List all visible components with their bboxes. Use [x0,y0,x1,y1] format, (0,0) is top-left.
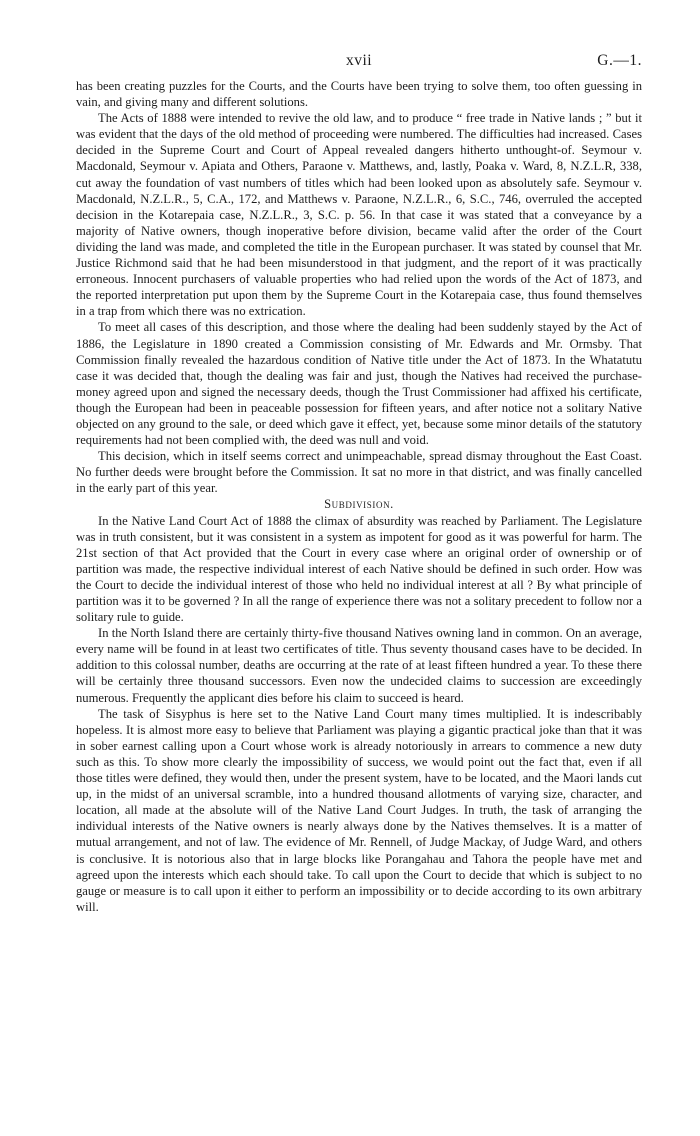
page-number: xvii [345,52,373,69]
body-text [76,78,642,915]
paragraph: To meet all cases of this description, and those where the dealing had been suddenly stayed by the Act of 1886, the Legislature in 1890 created a Commission consisting of Mr. Edwards and Mr. Ormsby. That Commission finally revealed the hazardous condition of Native title under the Act of 1873. In the Whatatutu case it was decided that, though the dealing was fair and just, though the Natives had received the purchase-money agreed upon and signed the necessary deeds, though the Trust Commissioner had affixed his certificate, though the European had been in peaceable possession for fifteen years, and after notice not a solitary Native objected on any ground to the sale, or deed which gave it effect, yet, because some minor details of the statutory requirements had not been complied with, the deed was null and void. [76,320,642,448]
paragraph: has been creating puzzles for the Courts, and the Courts have been trying to solve them, too often guessing in vain, and giving many and different solutions. [76,79,642,110]
paragraph: In the Native Land Court Act of 1888 the climax of absurdity was reached by Parliament. The Legislature was in truth consistent, but it was consistent in a system as impotent for good as it was powerful for harm. The 21st section of that Act provided that the Court in every case where an original order of ownership or of partition was made, the respective individual interest of each Native should be defined in such order. How was the Court to decide the individual interest of those who held no individual interest at all ? By what principle of partition was it to be governed ? In all the range of experience there was not a solitary precedent to follow nor a solitary rule to guide. [76,513,642,625]
paragraph: The Acts of 1888 were intended to revive the old law, and to produce “ free trade in Native lands ; ” but it was evident that the days of the old method of proceeding were numbered. The difficulties had increased. Cases decided in the Supreme Court and Court of Appeal revealed dangers hitherto unthought-of. Seymour v. Macdonald, Seymour v. Apiata and Others, Paraone v. Matthews, and, lastly, Poaka v. Ward, 8, N.Z.L.R, 338, cut away the foundation of vast numbers of titles which had been looked upon as absolutely safe. Seymour v. Macdonald, N.Z.L.R., 5, C.A., 172, and Matthews v. Paraone, N.Z.L.R., 6, S.C., 746, overruled the accepted decision in the Kotarepaia case, N.Z.L.R., 3, S.C. p. 56. In that case it was stated that a conveyance by a majority of Native owners, though inoperative before division, became valid after the order of the Court dividing the land was made, and completed the title in the European purchaser. It was stated by counsel that Mr. Justice Richmond said that he had been misunderstood in that judgment, and the report of it was practically erroneous. Innocent purchasers of valuable properties who had relied upon the words of the Act of 1873, and the reported interpretation put upon them by the Supreme Court in the Kotarepaia case, thus found themselves in a trap from which there was no extrication. [76,111,642,319]
section-heading: Subdivision. [324,497,394,512]
page-header [76,52,642,78]
document-reference: G.—1. [597,52,642,69]
paragraph: This decision, which in itself seems correct and unimpeachable, spread dismay throughout the East Coast. No further deeds were brought before the Commission. It sat no more in that district, and was finally cancelled in the early part of this year. [76,449,642,496]
paragraph: The task of Sisyphus is here set to the Native Land Court many times multiplied. It is indescribably hopeless. It is almost more easy to believe that Parliament was playing a gigantic practical joke than that it was in sober earnest calling upon a Court whose work is already notoriously in arrears to commence a new duty such as this. To show more clearly the impossibility of success, we would point out the fact that, even if all those titles were defined, they would then, under the present system, have to be located, and the Maori lands cut up, in the midst of an universal scramble, into a hundred thousand allotments of varying size, character, and location, all made at the absolute will of the Native Land Court Judges. In truth, the task of arranging the individual interests of the Native owners is nearly always done by the Natives themselves. It is a matter of mutual arrangement, and not of law. The evidence of Mr. Rennell, of Judge Mackay, of Judge Ward, and others is conclusive. It is notorious also that in large blocks like Porangahau and Tahora the people have met and agreed upon the interests which each should take. To call upon the Court to decide that which is subject to no gauge or measure is to call upon it either to perform an impossibility or to decide according to its own arbitrary will. [76,706,642,914]
paragraph: In the North Island there are certainly thirty-five thousand Natives owning land in common. On an average, every name will be found in at least two certificates of title. Thus seventy thousand cases have to be decided. In addition to this colossal number, deaths are occurring at the rate of at least fifteen hundred a year. To these there will be certainly three thousand successors. Even now the undecided claims to succession are exceedingly numerous. Frequently the applicant dies before his claim to succeed is heard. [76,626,642,705]
